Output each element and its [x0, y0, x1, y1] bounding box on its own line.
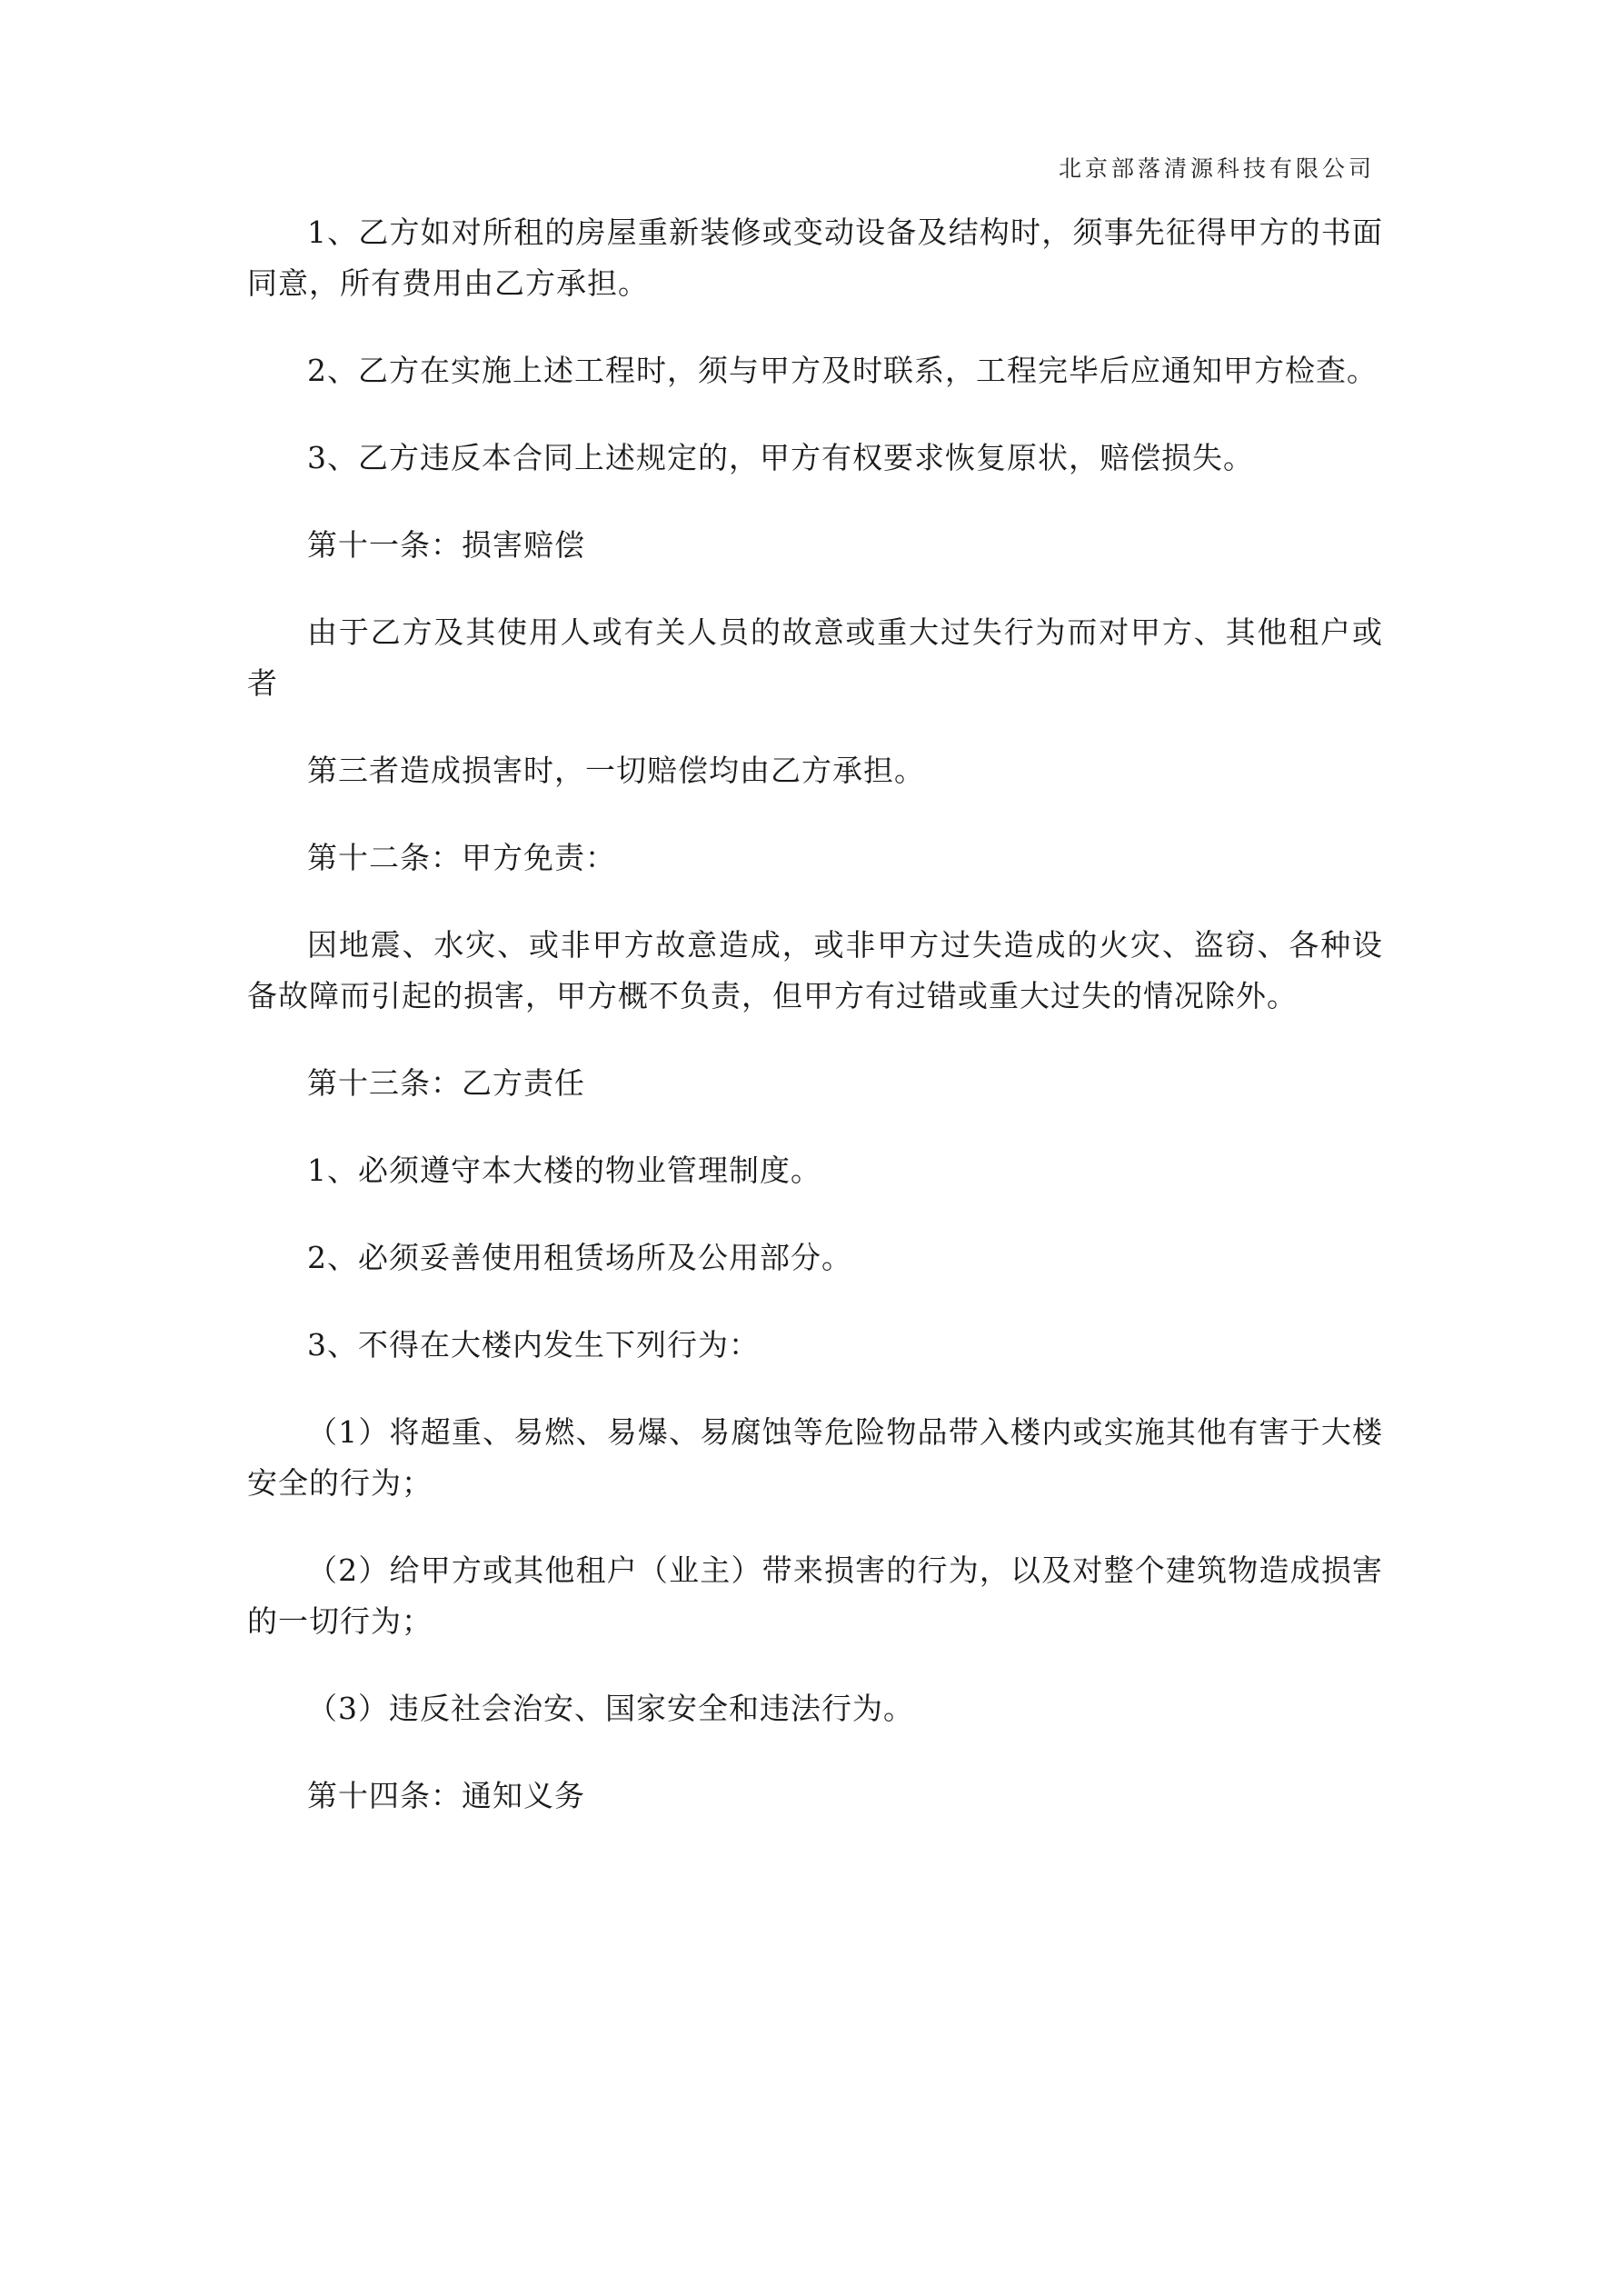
paragraph-damage-cause: 由于乙方及其使用人或有关人员的故意或重大过失行为而对甲方、其他租户或者: [247, 614, 1383, 701]
article-11-heading: 第十一条：损害赔偿: [307, 527, 585, 563]
paragraph-duty-2: 2、必须妥善使用租赁场所及公用部分。: [307, 1240, 852, 1275]
article-14-heading: 第十四条：通知义务: [307, 1778, 585, 1813]
paragraph-prohibited-3: （3）违反社会治安、国家安全和违法行为。: [307, 1691, 914, 1726]
paragraph-renovation-consent: 1、乙方如对所租的房屋重新装修或变动设备及结构时，须事先征得甲方的书面同意，所有费用由乙方承担。: [247, 215, 1383, 301]
document-body: [247, 207, 1383, 1858]
paragraph-prohibited-2: （2）给甲方或其他租户（业主）带来损害的行为，以及对整个建筑物造成损害的一切行为；: [247, 1552, 1383, 1639]
article-13-heading: 第十三条：乙方责任: [307, 1065, 585, 1101]
paragraph-restore-compensate: 3、乙方违反本合同上述规定的，甲方有权要求恢复原状，赔偿损失。: [307, 440, 1254, 475]
article-12-heading: 第十二条：甲方免责：: [307, 840, 616, 875]
paragraph-prohibited-1: （1）将超重、易燃、易爆、易腐蚀等危险物品带入楼内或实施其他有害于大楼安全的行为；: [247, 1414, 1383, 1501]
paragraph-exemption: 因地震、水灾、或非甲方故意造成，或非甲方过失造成的火灾、盗窃、各种设备故障而引起的损害，甲方概不负责，但甲方有过错或重大过失的情况除外。: [247, 927, 1383, 1013]
paragraph-duty-1: 1、必须遵守本大楼的物业管理制度。: [307, 1153, 821, 1188]
document-header-company: 北京部落清源科技有限公司: [1058, 155, 1375, 182]
paragraph-duty-3: 3、不得在大楼内发生下列行为：: [307, 1327, 760, 1363]
paragraph-contact-inspection: 2、乙方在实施上述工程时，须与甲方及时联系，工程完毕后应通知甲方检查。: [307, 353, 1378, 388]
paragraph-damage-liability: 第三者造成损害时，一切赔偿均由乙方承担。: [307, 753, 925, 788]
